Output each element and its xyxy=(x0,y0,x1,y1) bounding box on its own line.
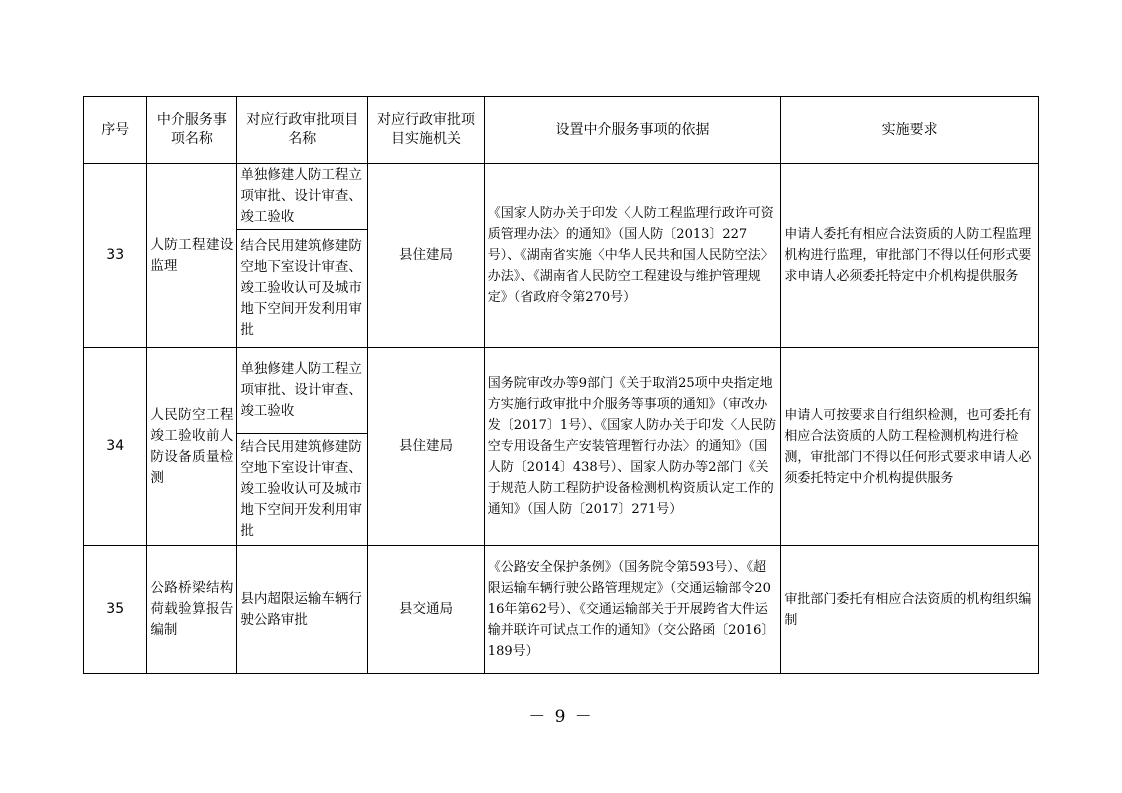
service-name: 公路桥梁结构荷载验算报告编制 xyxy=(147,546,237,674)
requirement-text: 申请人可按要求自行组织检测，也可委托有相应合法资质的人防工程检测机构进行检测，审批部门不得以任何形式要求申请人必须委托特定中介机构提供服务 xyxy=(781,348,1039,546)
header-approval-org: 对应行政审批项目实施机关 xyxy=(368,97,485,164)
basis-text: 《国家人防办关于印发〈人防工程监理行政许可资质管理办法〉的通知》（国人防〔2013〕227号）、《湖南省实施〈中华人民共和国人民防空法〉办法》、《湖南省人民防空工程建设与维护管理规定》（省政府令第270号） xyxy=(484,164,781,348)
service-name: 人防工程建设监理 xyxy=(147,164,237,348)
service-items-table xyxy=(83,96,1039,674)
approval-item: 结合民用建筑修建防空地下室设计审查、竣工验收认可及城市地下空间开发利用审批 xyxy=(237,230,368,348)
table-row xyxy=(84,164,1039,230)
table-row xyxy=(84,546,1039,674)
requirement-text: 审批部门委托有相应合法资质的机构组织编制 xyxy=(781,546,1039,674)
basis-text: 国务院审改办等9部门《关于取消25项中央指定地方实施行政审批中介服务等事项的通知》（审改办发〔2017〕1号）、《国家人防办关于印发〈人民防空专用设备生产安装管理暂行办法〉的通知》（国人防〔2014〕438号）、国家人防办等2部门《关于规范人防工程防护设备检测机构资质认定工作的通知》（国人防〔2017〕271号） xyxy=(484,348,781,546)
row-number: 33 xyxy=(84,164,147,348)
header-requirement: 实施要求 xyxy=(781,97,1039,164)
approval-org: 县住建局 xyxy=(368,164,485,348)
table-header-row xyxy=(84,97,1039,164)
approval-item: 结合民用建筑修建防空地下室设计审查、竣工验收认可及城市地下空间开发利用审批 xyxy=(237,434,368,546)
header-no: 序号 xyxy=(84,97,147,164)
header-approval-item: 对应行政审批项目名称 xyxy=(237,97,368,164)
approval-org: 县住建局 xyxy=(368,348,485,546)
table-row xyxy=(84,348,1039,434)
approval-item: 县内超限运输车辆行驶公路审批 xyxy=(237,546,368,674)
header-service-name: 中介服务事项名称 xyxy=(147,97,237,164)
row-number: 34 xyxy=(84,348,147,546)
approval-item: 单独修建人防工程立项审批、设计审查、竣工验收 xyxy=(237,164,368,230)
basis-text: 《公路安全保护条例》（国务院令第593号）、《超限运输车辆行驶公路管理规定》（交通运输部令2016年第62号）、《交通运输部关于开展跨省大件运输并联许可试点工作的通知》（交公路函〔2016〕189号） xyxy=(484,546,781,674)
header-basis: 设置中介服务事项的依据 xyxy=(484,97,781,164)
approval-item: 单独修建人防工程立项审批、设计审查、竣工验收 xyxy=(237,348,368,434)
approval-org: 县交通局 xyxy=(368,546,485,674)
requirement-text: 申请人委托有相应合法资质的人防工程监理机构进行监理，审批部门不得以任何形式要求申请人必须委托特定中介机构提供服务 xyxy=(781,164,1039,348)
page-number: － 9 － xyxy=(528,707,594,727)
row-number: 35 xyxy=(84,546,147,674)
service-name: 人民防空工程竣工验收前人防设备质量检测 xyxy=(147,348,237,546)
